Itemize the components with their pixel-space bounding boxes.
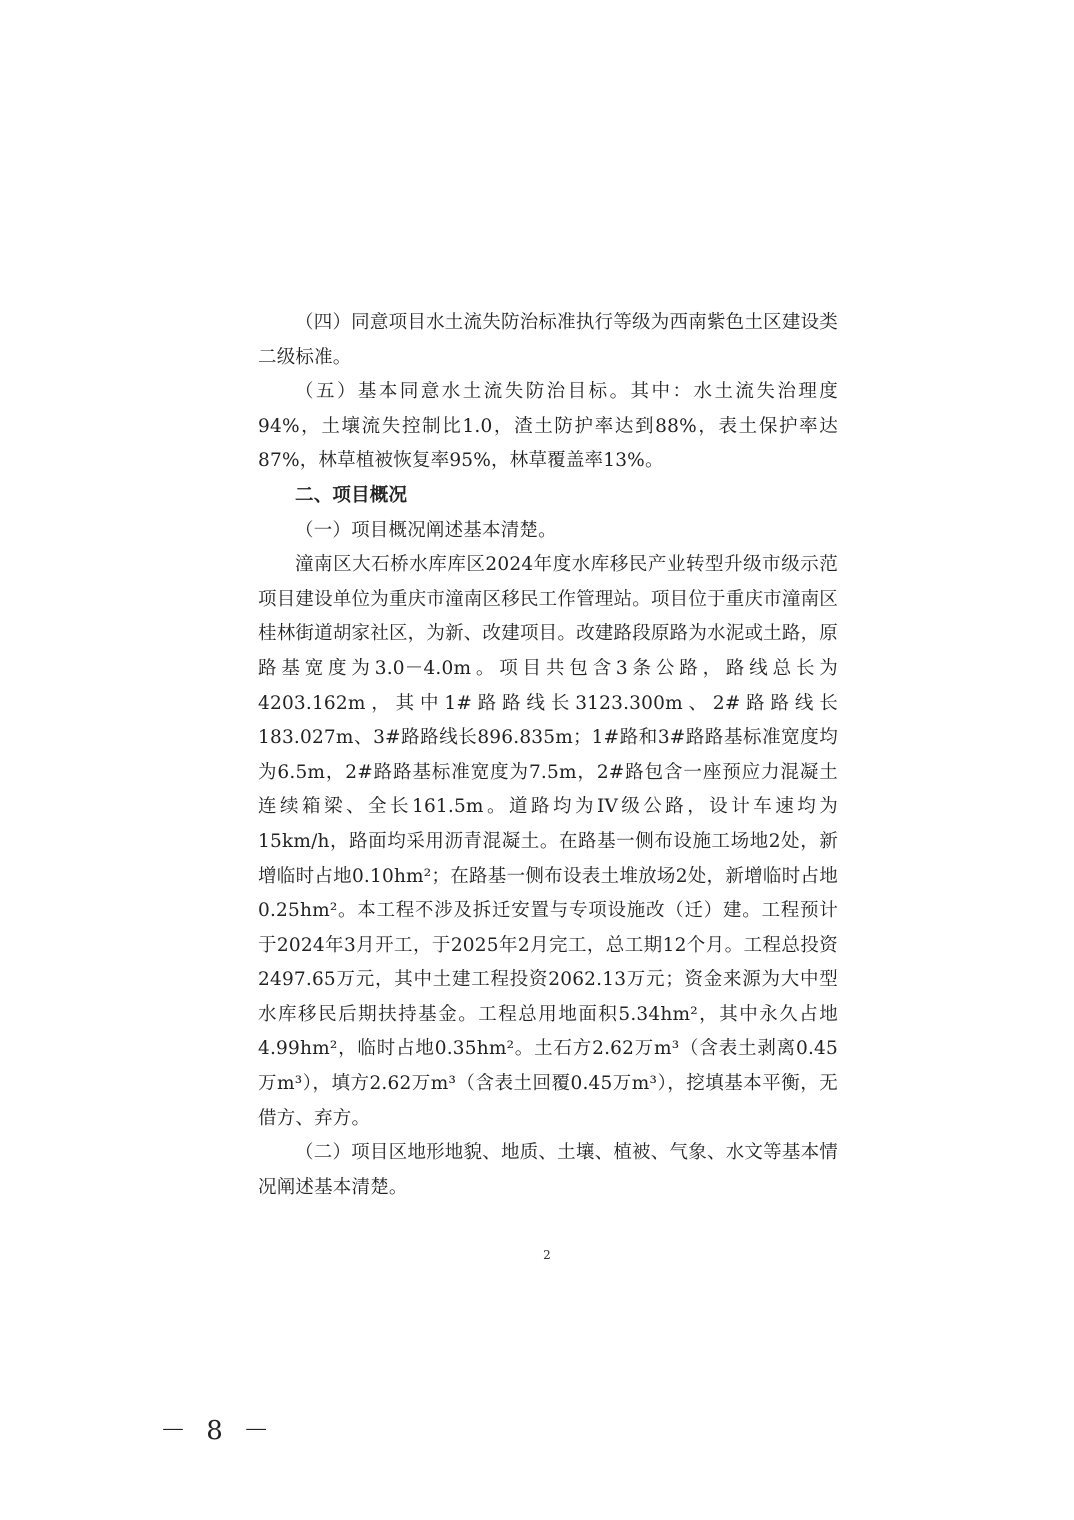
paragraph-standard-level: （四）同意项目水土流失防治标准执行等级为西南紫色土区建设类二级标准。 bbox=[258, 312, 838, 368]
paragraph-terrain-conditions: （二）项目区地形地貌、地质、土壤、植被、气象、水文等基本情况阐述基本清楚。 bbox=[258, 1142, 838, 1198]
document-body bbox=[258, 306, 838, 1205]
outer-page-number: － 8 － bbox=[160, 1416, 276, 1446]
paragraph-project-description: 潼南区大石桥水库库区2024年度水库移民产业转型升级市级示范项目建设单位为重庆市潼南区移民工作管理站。项目位于重庆市潼南区桂林街道胡家社区，为新、改建项目。改建路段原路为水泥或土路，原路基宽度为3.0－4.0m。项目共包含3条公路，路线总长为4203.162m，其中1#路路线长3123.300m、2#路路线长183.027m、3#路路线长896.835m；1#路和3#路路基标准宽度均为6.5m，2#路路基标准宽度为7.5m，2#路包含一座预应力混凝土连续箱梁、全长161.5m。道路均为IV级公路，设计车速均为15km/h，路面均采用沥青混凝土。在路基一侧布设施工场地2处，新增临时占地0.10hm²；在路基一侧布设表土堆放场2处，新增临时占地0.25hm²。本工程不涉及拆迁安置与专项设施改（迁）建。工程预计于2024年3月开工，于2025年2月完工，总工期12个月。工程总投资2497.65万元，其中土建工程投资2062.13万元；资金来源为大中型水库移民后期扶持基金。工程总用地面积5.34hm²，其中永久占地4.99hm²，临时占地0.35hm²。土石方2.62万m³（含表土剥离0.45万m³），填方2.62万m³（含表土回覆0.45万m³），挖填基本平衡，无借方、弃方。 bbox=[258, 554, 838, 1129]
paragraph-overview-clear: （一）项目概况阐述基本清楚。 bbox=[295, 519, 557, 541]
section-heading-project-overview: 二、项目概况 bbox=[295, 484, 408, 506]
paragraph-prevention-targets: （五）基本同意水土流失防治目标。其中：水土流失治理度94%，土壤流失控制比1.0，渣土防护率达到88%，表土保护率达87%，林草植被恢复率95%，林草覆盖率13%。 bbox=[258, 381, 838, 472]
inner-page-number: 2 bbox=[543, 1248, 551, 1262]
